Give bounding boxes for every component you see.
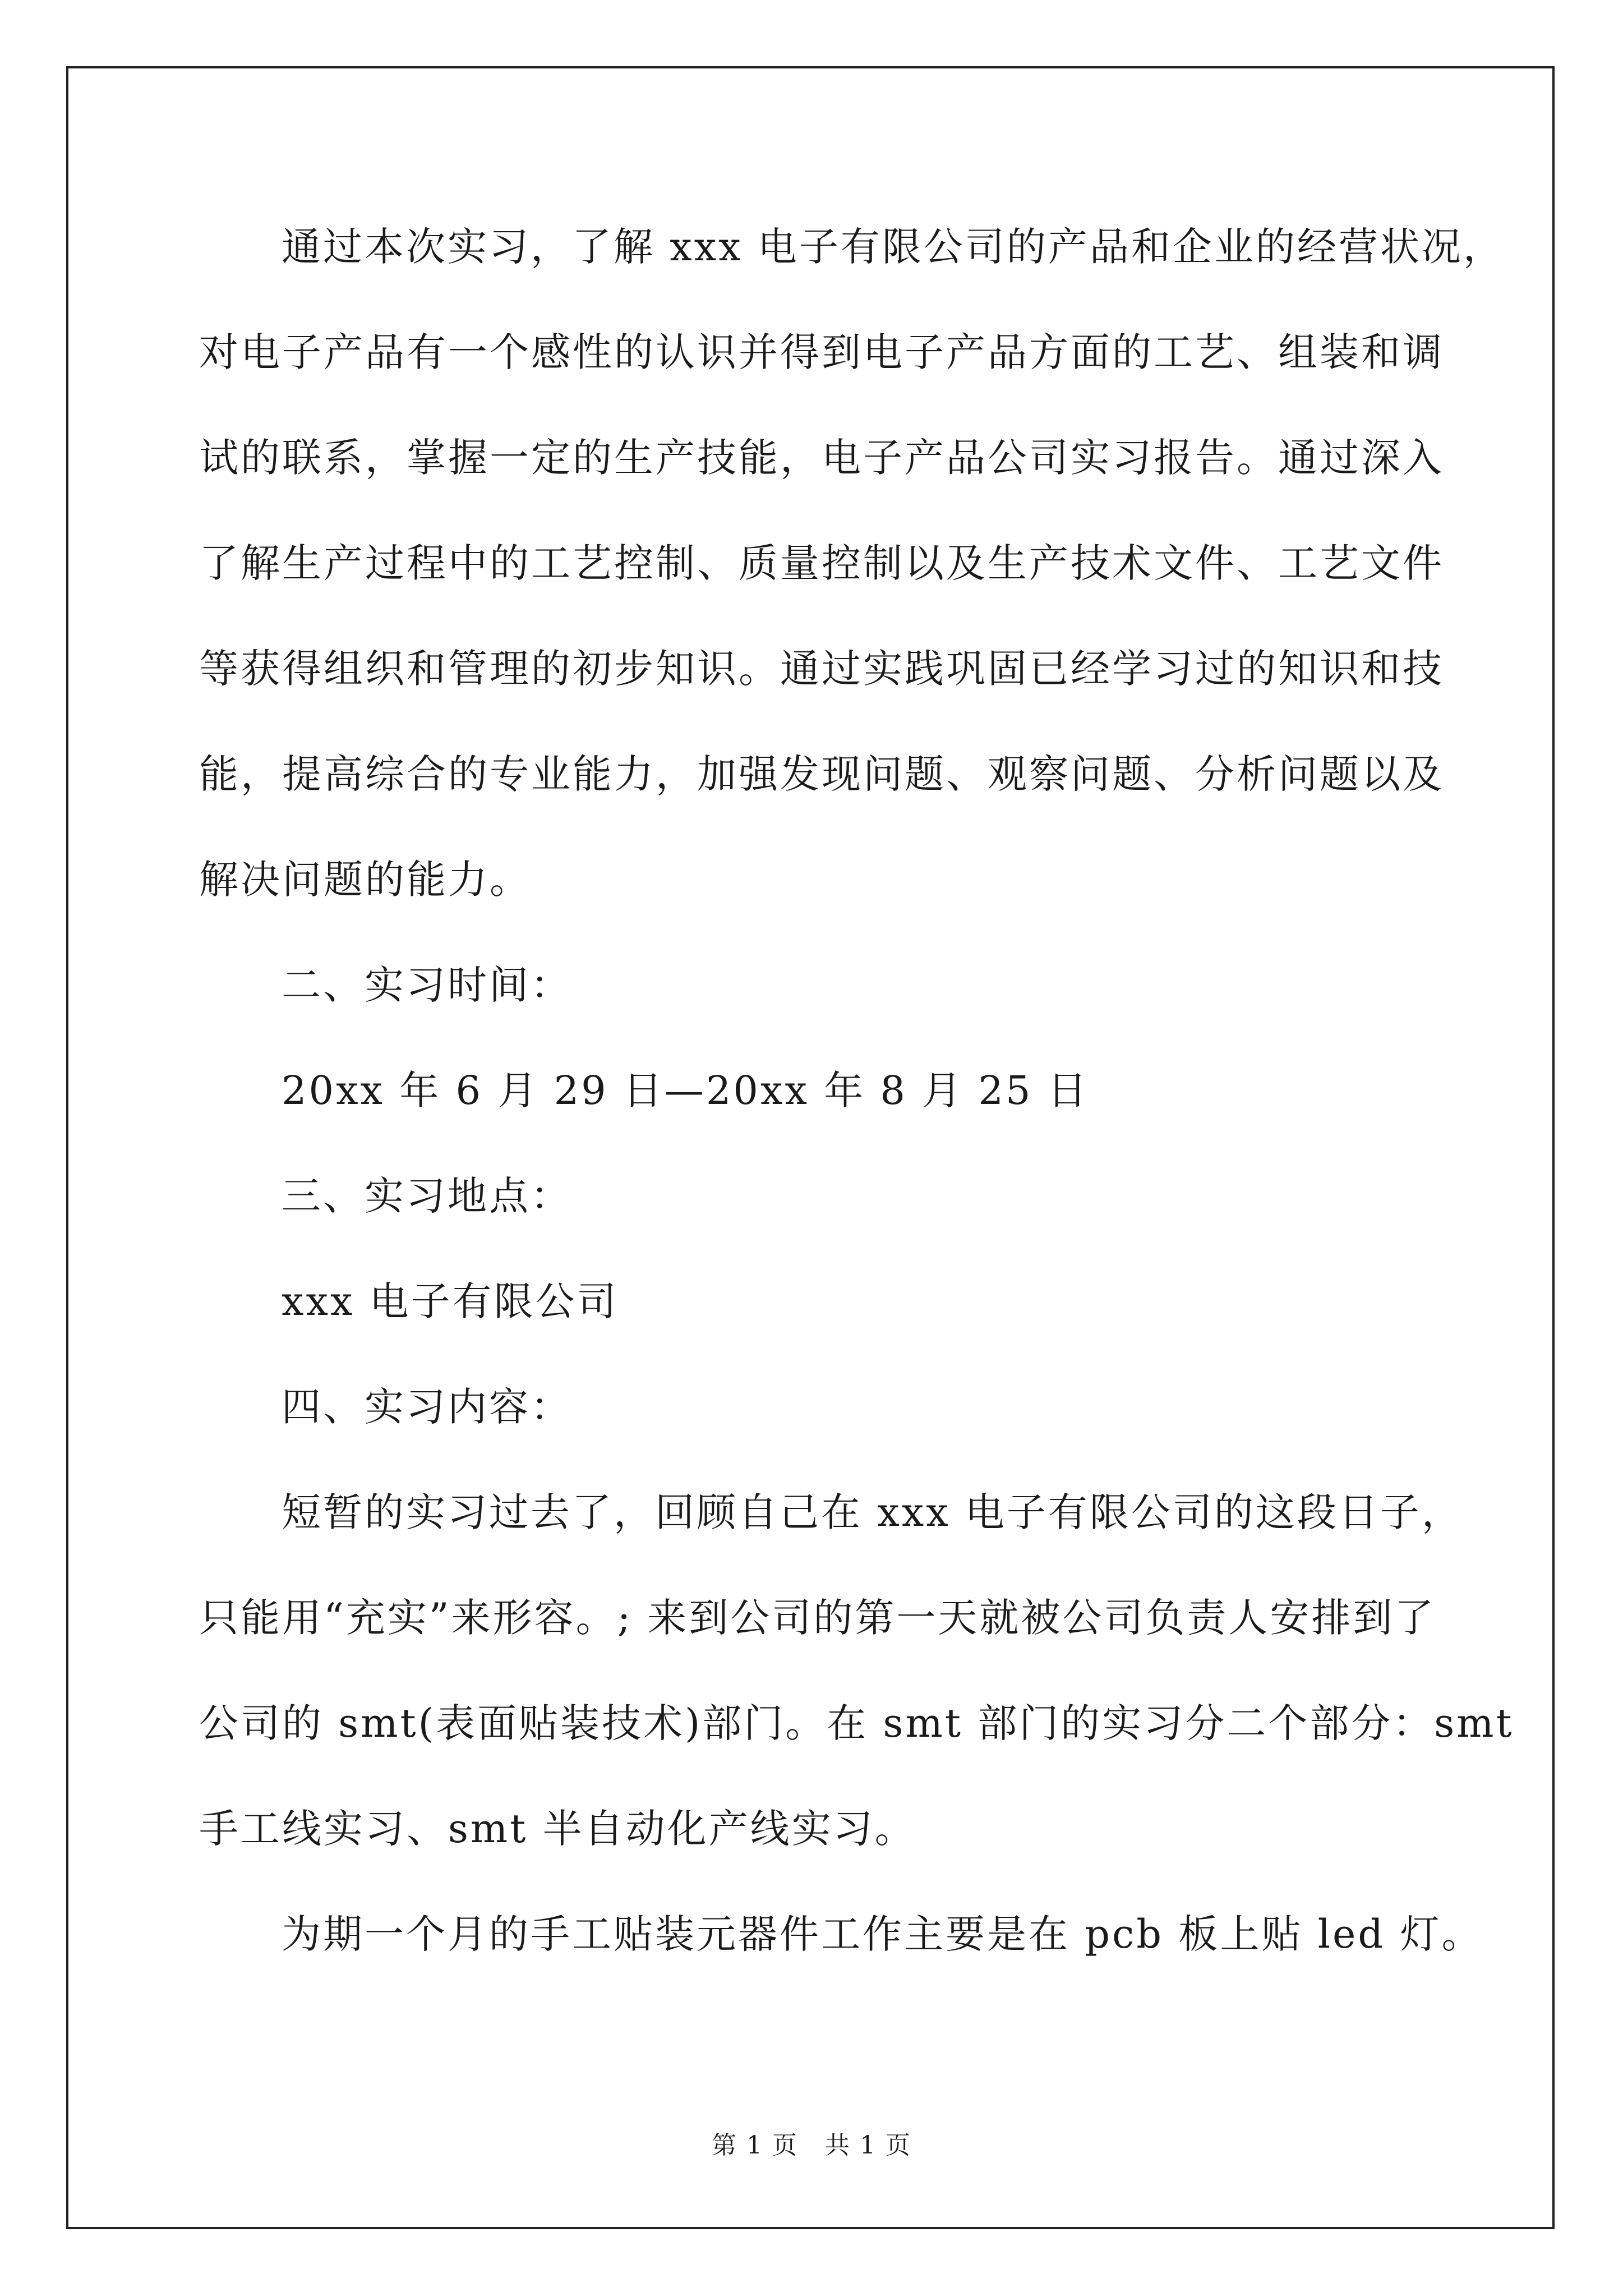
paragraph-1-line-1: 通过本次实习，了解 xxx 电子有限公司的产品和企业的经营状况， [282, 224, 1505, 270]
heading-internship-time: 二、实习时间： [282, 962, 572, 1008]
page-border [66, 66, 1555, 2229]
internship-time-value: 20xx 年 6 月 29 日—20xx 年 8 月 25 日 [282, 1068, 1089, 1114]
paragraph-1-line-4: 了解生产过程中的工艺控制、质量控制以及生产技术文件、工艺文件 [199, 540, 1444, 586]
paragraph-3: 为期一个月的手工贴装元器件工作主要是在 pcb 板上贴 led 灯。 [282, 1911, 1483, 1957]
paragraph-2-line-4: 手工线实习、smt 半自动化产线实习。 [199, 1806, 916, 1852]
paragraph-1-line-6: 能，提高综合的专业能力，加强发现问题、观察问题、分析问题以及 [199, 751, 1444, 797]
page-footer: 第 1 页 共 1 页 [712, 2131, 911, 2160]
heading-internship-location: 三、实习地点： [282, 1173, 572, 1219]
paragraph-1-line-3: 试的联系，掌握一定的生产技能，电子产品公司实习报告。通过深入 [199, 435, 1444, 481]
paragraph-1-line-5: 等获得组织和管理的初步知识。通过实践巩固已经学习过的知识和技 [199, 646, 1444, 692]
paragraph-1-line-2: 对电子产品有一个感性的认识并得到电子产品方面的工艺、组装和调 [199, 329, 1444, 375]
paragraph-2-line-1: 短暂的实习过去了，回顾自己在 xxx 电子有限公司的这段日子， [282, 1489, 1463, 1535]
paragraph-2-line-2: 只能用“充实”来形容。; 来到公司的第一天就被公司负责人安排到了 [199, 1595, 1436, 1641]
heading-internship-content: 四、实习内容： [282, 1384, 572, 1430]
paragraph-1-line-7: 解决问题的能力。 [199, 857, 531, 903]
paragraph-2-line-3: 公司的 smt(表面贴装技术)部门。在 smt 部门的实习分二个部分：smt [199, 1700, 1514, 1746]
internship-location-value: xxx 电子有限公司 [282, 1278, 619, 1324]
